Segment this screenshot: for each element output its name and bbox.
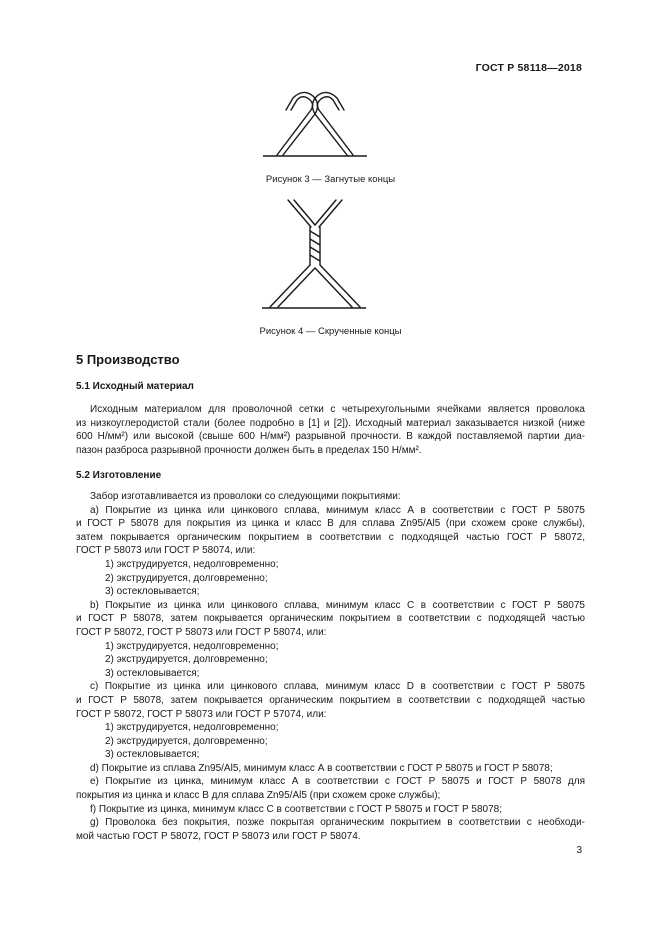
list-item-e: e) Покрытие из цинка, минимум класс А в соответствии с ГОСТ Р 58075 и ГОСТ Р 58078 для <box>90 776 585 788</box>
text-line: и ГОСТ Р 58078, затем покрывается органическим покрытием в соответствии с подходящей частью <box>76 694 585 706</box>
figure-4-caption: Рисунок 4 — Скрученные концы <box>259 326 402 337</box>
text-line: из низкоуглеродистой стали (более подробно в [1] и [2]). Исходный материал заказывается низкой (ниже <box>76 417 585 429</box>
list-item: 1) экструдируется, недолговременно; <box>105 640 279 652</box>
list-item: 2) экструдируется, долговременно; <box>105 654 268 666</box>
section-5-1-text <box>76 403 585 457</box>
section-5-2-title: 5.2 Изготовление <box>76 470 162 481</box>
text-line: мой частью ГОСТ Р 58072, ГОСТ Р 58073 или ГОСТ Р 58074. <box>76 830 361 842</box>
text-line: 600 Н/мм²) или высокой (свыше 600 Н/мм²) разрывной прочности. В каждой поставляемой партии диа- <box>76 431 585 443</box>
list-item: 3) остекловывается; <box>105 586 200 598</box>
text-line: покрытия из цинка и класс В для сплава Zn95/Al5 (при схожем сроке службы); <box>76 790 441 802</box>
list-item-c: c) Покрытие из цинка или цинкового сплава, минимум класс D в соответствии с ГОСТ Р 58075 <box>90 681 585 693</box>
document-header: ГОСТ Р 58118—2018 <box>475 62 582 74</box>
text-line: и ГОСТ Р 58078, затем покрывается органическим покрытием в соответствии с подходящей частью <box>76 613 585 625</box>
list-item-g: g) Проволока без покрытия, позже покрытая органическим покрытием в соответствии с необходи- <box>90 817 585 829</box>
list-item-d: d) Покрытие из сплава Zn95/Al5, минимум класс А в соответствии с ГОСТ Р 58075 и ГОСТ Р 58078; <box>90 762 553 774</box>
list-item: 3) остекловывается; <box>105 749 200 761</box>
text-line: ГОСТ Р 58072, ГОСТ Р 58073 или ГОСТ Р 58074, или: <box>76 626 327 638</box>
figure-3-caption: Рисунок 3 — Загнутые концы <box>265 174 396 185</box>
text-line: ГОСТ Р 58072, ГОСТ Р 58073 или ГОСТ Р 57074, или: <box>76 708 327 720</box>
list-item: 2) экструдируется, долговременно; <box>105 572 268 584</box>
text-line: Исходным материалом для проволочной сетки с четырехугольными ячейками является проволока <box>90 404 585 415</box>
text-line: ГОСТ Р 58073 или ГОСТ Р 58074, или: <box>76 545 256 557</box>
list-item: 1) экструдируется, недолговременно; <box>105 558 279 570</box>
text-line: Забор изготавливается из проволоки со следующими покрытиями: <box>90 491 401 502</box>
list-item-b: b) Покрытие из цинка или цинкового сплава, минимум класс С в соответствии с ГОСТ Р 58075 <box>90 599 585 611</box>
twisted-ends-figure <box>258 195 368 313</box>
section-5-2-text <box>76 490 585 843</box>
list-item-a: a) Покрытие из цинка или цинкового сплава, минимум класс А в соответствии с ГОСТ Р 58075 <box>90 504 585 516</box>
text-line: и ГОСТ Р 58078 для покрытия из цинка и класс В для сплава Zn95/Al5 (при схожем сроке службы), <box>76 518 585 530</box>
text-line: затем покрывается органическим покрытием в соответствии с подходящей частью ГОСТ Р 58072, <box>76 531 585 543</box>
section-5-title: 5 Производство <box>76 352 180 367</box>
list-item: 1) экструдируется, недолговременно; <box>105 722 279 734</box>
text-line: пазон разброса разрывной прочности должен быть в пределах 150 Н/мм². <box>76 444 422 456</box>
list-item-f: f) Покрытие из цинка, минимум класс С в соответствии с ГОСТ Р 58075 и ГОСТ Р 58078; <box>90 803 502 815</box>
list-item: 2) экструдируется, долговременно; <box>105 735 268 747</box>
page-number: 3 <box>576 845 582 856</box>
bent-ends-figure <box>255 90 375 160</box>
section-5-1-title: 5.1 Исходный материал <box>76 381 194 392</box>
list-item: 3) остекловывается; <box>105 667 200 679</box>
